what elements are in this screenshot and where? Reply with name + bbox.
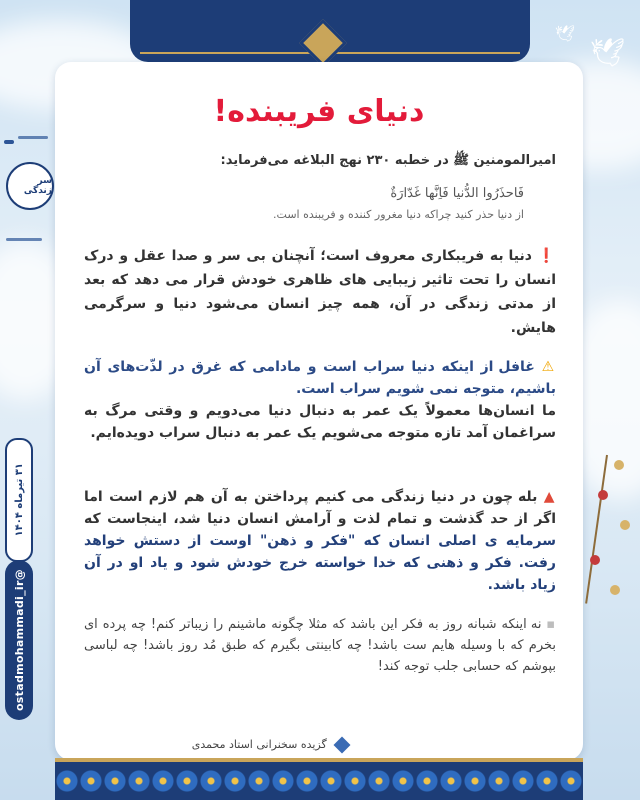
calligraphy-ornament [6,238,42,241]
flower-icon [610,585,620,595]
paragraph-2-text: ما انسان‌ها معمولاً یک عمر به دنبال دنیا می‌دویم و وقتی مرگ به سراغمان آمد تازه متوجه می‌شویم یک عمر به دنبال سراب دویده‌ایم. [84,403,556,441]
signature-logo-icon [334,737,351,754]
dove-icon: 🕊 [590,36,626,69]
flower-icon [590,555,600,565]
paragraph-1-text: دنیا به فریبکاری معروف است؛ آنچنان بی سر و صدا عقل و درک انسان را تحت تاثیر زیبایی های ظاهری خودش قرار می دهد که بعد از مدتی زندگی در آن، همه چیز انسان می‌شود دنیا و سرگرمی هایش. [84,248,556,336]
intro-text: امیرالمومنین ﷺ در خطبه ۲۳۰ نهج البلاغه می‌فرماید: [220,153,556,168]
brand-logo [6,162,54,210]
arabic-quote: فَاحذَرُوا الدُّنیا فَاِنَّها غَدّارَةٌ [390,186,524,201]
calligraphy-ornament [18,136,48,139]
paragraph-2 [84,356,556,444]
quote-translation: از دنیا حذر کنید چراکه دنیا مغرور کننده و فریبنده است. [273,208,524,221]
flower-icon [614,460,624,470]
paragraph-3 [84,486,556,596]
paragraph-4 [84,614,556,677]
footer-signature [180,738,360,751]
paragraph-3-emphasis: سرمایه ی اصلی انسان که "فکر و ذهن" اوست از دستش خواهد رفت. فکر و ذهنی که خدا خواسته خرج خودش شود و یاد او در آن زیاد باشد. [84,533,556,593]
paragraph-2-highlight: غافل از اینکه دنیا سراب است و مادامی که غرق در لذّت‌های آن باشیم، متوجه نمی شویم سراب است. [84,359,556,397]
footer-signature-text: گزیده سخنرانی استاد محمدی [191,738,327,751]
date-badge [5,438,33,562]
page-title: دنیای فریبنده! [213,94,425,129]
brand-logo-text: سر زندگی [23,176,52,196]
triangle-icon: ▲ [543,489,556,505]
paragraph-3-text: بله چون در دنیا زندگی می کنیم پرداختن به آن هم لازم است اما اگر از حد گذشت و تمام لذت و آرامش انسان دنیا شد، اینجاست که [84,489,556,527]
calligraphy-ornament [4,140,14,144]
flower-icon [620,520,630,530]
social-handle-tab[interactable] [5,560,33,720]
tile-band [55,762,583,800]
flower-icon [598,490,608,500]
exclamation-icon: ❗ [537,248,556,264]
paragraph-1 [84,244,556,340]
social-handle-text: @ostadmohammadi_ir [12,568,26,712]
paragraph-4-text: نه اینکه شبانه روز به فکر این باشد که مثلا چگونه ماشینم را زیباتر کنم! چه پرده ای بخرم که با وسیله هایم ست باشد! چه کابینتی بگیرم که طبق مُد روز باشد! چه لباسی بپوشم که حسابی جلب توجه کند! [84,617,556,674]
warning-icon: ⚠ [541,359,556,375]
dove-icon: 🕊 [555,24,576,43]
date-text: ۳۱ تیرماه ۱۴۰۴ [13,463,25,537]
bullet-icon: ▪ [546,617,557,632]
